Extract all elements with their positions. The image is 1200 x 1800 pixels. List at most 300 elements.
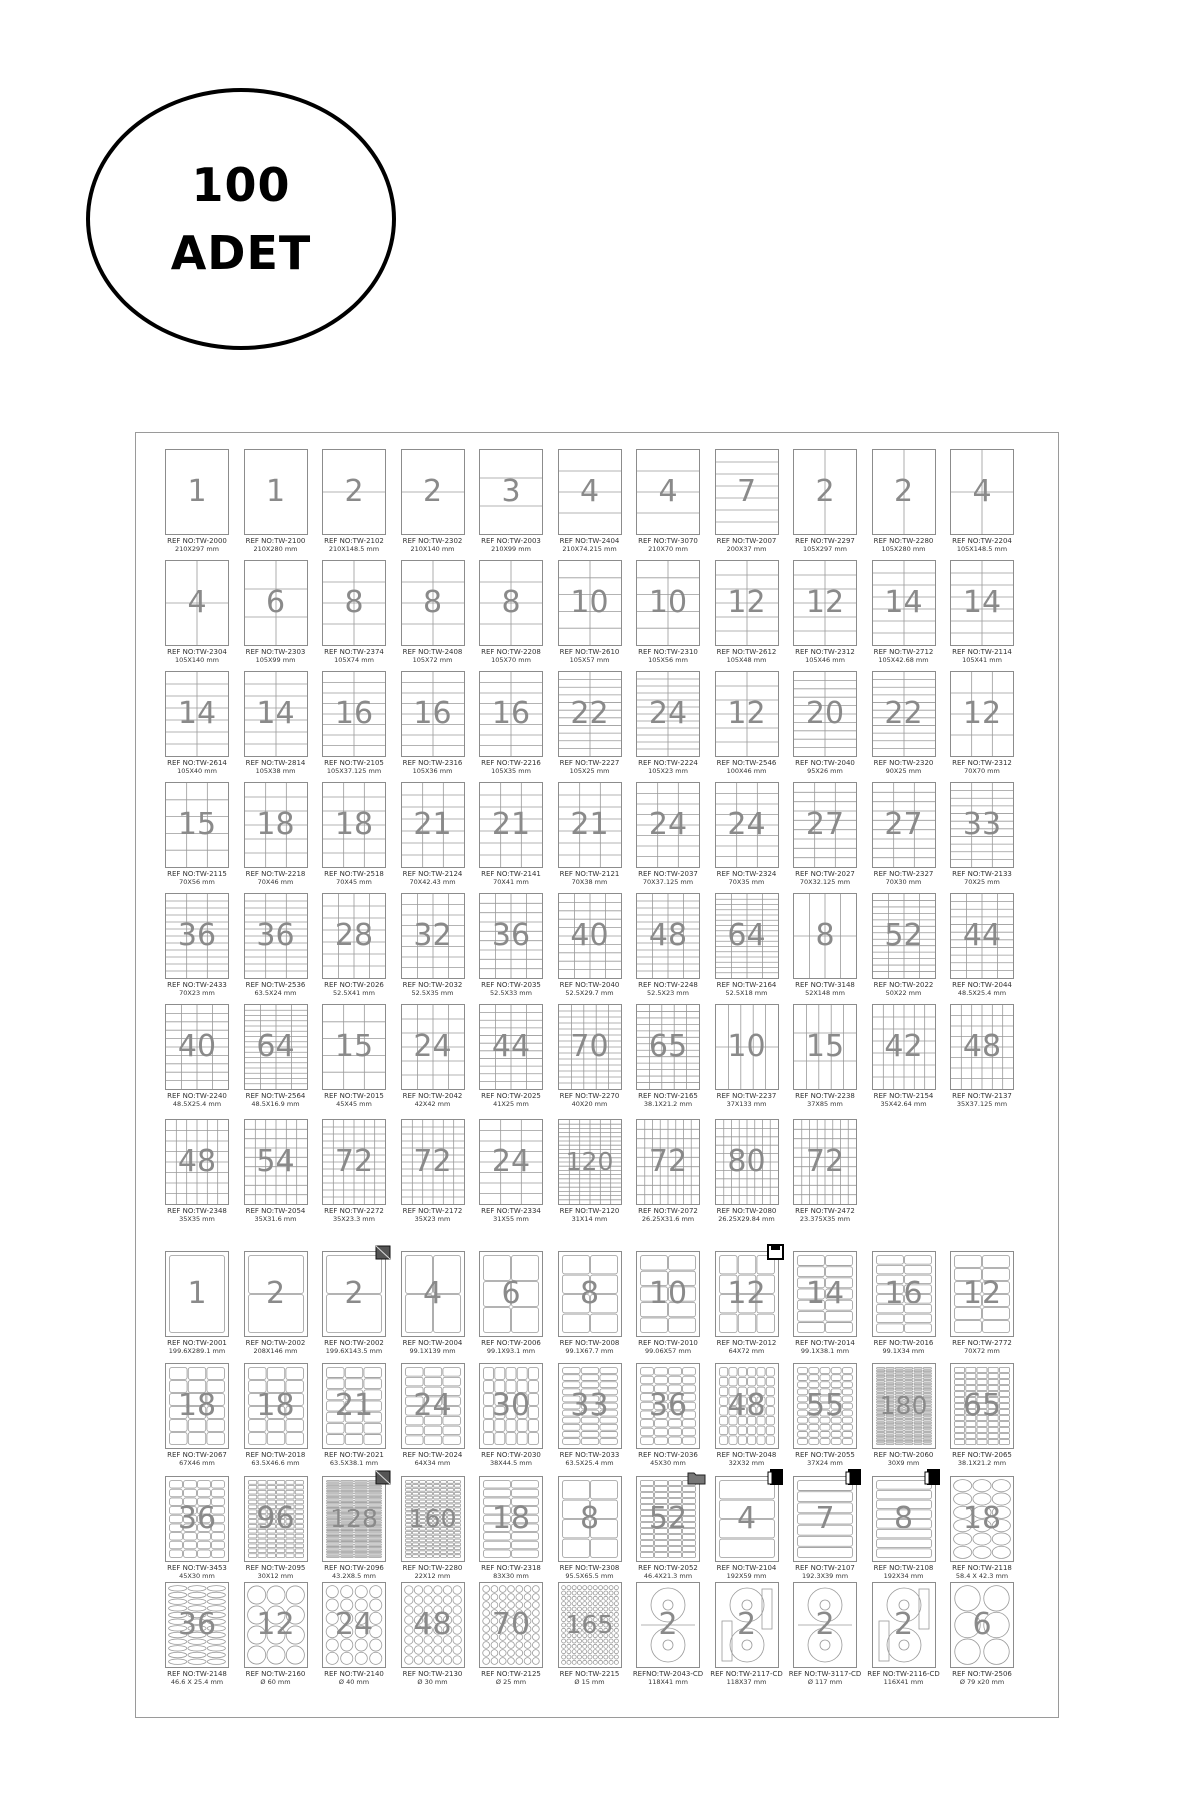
label-sheet-preview <box>401 1119 465 1205</box>
label-template-item <box>554 1580 626 1692</box>
label-template-item <box>554 1474 626 1586</box>
labels-per-sheet: 8 <box>422 585 443 620</box>
label-template-item <box>554 891 626 1003</box>
label-sheet-preview <box>244 1363 308 1449</box>
labels-per-sheet: 72 <box>413 1144 452 1179</box>
reference-number: REF NO:TW-2048 <box>716 1451 777 1459</box>
label-layout-grid <box>951 450 1013 534</box>
label-sheet-preview <box>165 1476 229 1562</box>
label-layout-grid <box>245 894 307 978</box>
labels-per-sheet: 2 <box>344 474 364 509</box>
reference-number: REF NO:TW-2324 <box>716 870 777 878</box>
label-layout-grid <box>402 894 464 978</box>
reference-number: REF NO:TW-2054 <box>245 1207 306 1215</box>
label-dimensions: 105X99 mm <box>255 656 296 664</box>
label-dimensions: 210X148.5 mm <box>328 545 380 553</box>
label-sheet-preview <box>165 1004 229 1090</box>
reference-number: REF NO:TW-2164 <box>716 981 777 989</box>
labels-per-sheet: 18 <box>491 1501 531 1536</box>
labels-per-sheet: 64 <box>256 1029 295 1064</box>
label-dimensions: 200X37 mm <box>726 545 767 553</box>
labels-per-sheet: 16 <box>334 696 374 731</box>
label-layout-grid <box>402 1252 464 1336</box>
label-template-item <box>632 669 704 781</box>
labels-per-sheet: 6 <box>501 1276 521 1311</box>
labels-per-sheet: 52 <box>648 1501 688 1536</box>
label-template-item <box>711 669 783 781</box>
reference-number: REF NO:TW-2067 <box>167 1451 227 1459</box>
label-template-item <box>240 1474 312 1586</box>
label-sheet-preview <box>479 1582 543 1668</box>
label-layout-grid <box>480 783 542 867</box>
label-sheet-preview <box>244 1582 308 1668</box>
label-sheet-preview <box>872 449 936 535</box>
labels-per-sheet: 2 <box>893 1607 914 1642</box>
label-sheet-preview <box>636 782 700 868</box>
label-layout-grid <box>716 783 778 867</box>
label-sheet-preview <box>715 1363 779 1449</box>
label-layout-grid <box>716 1005 778 1089</box>
labels-per-sheet: 44 <box>962 918 1002 953</box>
labels-per-sheet: 128 <box>330 1504 378 1533</box>
label-template-item <box>946 1580 1018 1692</box>
labels-per-sheet: 6 <box>265 585 286 620</box>
label-template-item <box>318 1117 390 1229</box>
reference-number: REF NO:TW-2008 <box>559 1339 620 1347</box>
label-template-item <box>946 1002 1018 1114</box>
label-template-item <box>868 891 940 1003</box>
reference-number: REF NO:TW-2270 <box>559 1092 620 1100</box>
label-dimensions: 42X42 mm <box>414 1100 451 1108</box>
label-template-item <box>475 780 547 892</box>
labels-per-sheet: 40 <box>177 1029 217 1064</box>
label-layout-grid <box>166 561 228 645</box>
label-sheet-preview <box>715 671 779 757</box>
reference-number: REF NO:TW-2237 <box>716 1092 777 1100</box>
reference-number: REF NO:TW-2272 <box>324 1207 384 1215</box>
label-layout-grid <box>794 450 856 534</box>
label-template-item <box>711 1249 783 1361</box>
label-template-item <box>240 1580 312 1692</box>
label-dimensions: 48.5X25.4 mm <box>172 1100 222 1108</box>
label-dimensions: 105X46 mm <box>805 656 845 664</box>
label-layout-grid <box>951 1583 1013 1667</box>
label-template-item <box>554 1117 626 1229</box>
label-dimensions: 70X72 mm <box>964 1347 1000 1355</box>
label-layout-grid <box>873 1364 935 1448</box>
label-template-item <box>161 1361 233 1473</box>
label-sheet-preview <box>322 893 386 979</box>
labels-per-sheet: 48 <box>962 1029 1002 1064</box>
label-sheet-preview <box>872 782 936 868</box>
labels-per-sheet: 2 <box>344 1276 364 1311</box>
label-sheet-preview <box>872 1363 936 1449</box>
label-sheet-preview <box>322 1582 386 1668</box>
label-layout-grid <box>716 894 778 978</box>
label-template-item <box>711 1117 783 1229</box>
label-template-item <box>397 1117 469 1229</box>
label-template-item <box>946 669 1018 781</box>
label-dimensions: 105X57 mm <box>569 656 610 664</box>
label-dimensions: 210X99 mm <box>491 545 531 553</box>
reference-number: REF NO:TW-2114 <box>952 648 1012 656</box>
reference-number: REF NO:TW-2036 <box>638 1451 698 1459</box>
labels-per-sheet: 33 <box>570 1388 609 1423</box>
label-layout-grid <box>166 894 228 978</box>
labels-per-sheet: 18 <box>334 807 374 842</box>
reference-number: REF NO:TW-2124 <box>402 870 463 878</box>
label-layout-grid <box>794 1252 856 1336</box>
labels-per-sheet: 48 <box>648 918 688 953</box>
label-dimensions: 192X34 mm <box>883 1572 924 1580</box>
label-dimensions: 22X12 mm <box>414 1572 451 1580</box>
label-template-item <box>161 1474 233 1586</box>
label-dimensions: 45X30 mm <box>650 1459 686 1467</box>
label-layout-grid <box>323 783 385 867</box>
reference-number: REF NO:TW-2052 <box>638 1564 698 1572</box>
label-sheet-preview <box>165 449 229 535</box>
label-dimensions: 67X46 mm <box>179 1459 215 1467</box>
label-dimensions: 38.1X21.2 mm <box>957 1459 1007 1467</box>
label-dimensions: 70X38 mm <box>571 878 608 886</box>
labels-per-sheet: 8 <box>579 1276 600 1311</box>
label-layout-grid <box>559 1252 621 1336</box>
label-sheet-preview <box>793 1004 857 1090</box>
box-icon <box>372 1243 392 1261</box>
quantity-badge <box>86 88 396 350</box>
labels-per-sheet: 22 <box>570 696 609 731</box>
labels-per-sheet: 8 <box>893 1501 914 1536</box>
label-layout-grid <box>951 1005 1013 1089</box>
label-sheet-preview <box>558 1004 622 1090</box>
label-template-item <box>397 447 469 559</box>
reference-number: REF NO:TW-2055 <box>795 1451 855 1459</box>
label-dimensions: Ø 25 mm <box>495 1678 527 1686</box>
label-layout-grid <box>559 1477 621 1561</box>
labels-per-sheet: 24 <box>334 1607 374 1642</box>
reference-number: REF NO:TW-2096 <box>324 1564 384 1572</box>
label-template-item <box>711 1361 783 1473</box>
labels-per-sheet: 160 <box>408 1504 457 1533</box>
reference-number: REF NO:TW-3117-CD <box>788 1670 862 1678</box>
label-dimensions: 105X25 mm <box>569 767 610 775</box>
labels-per-sheet: 21 <box>491 807 531 842</box>
labels-per-sheet: 8 <box>344 585 364 620</box>
label-layout-grid <box>245 1120 307 1204</box>
label-layout-grid <box>480 672 542 756</box>
reference-number: REF NO:TW-2248 <box>638 981 698 989</box>
label-dimensions: 52.5X29.7 mm <box>565 989 614 997</box>
labels-per-sheet: 52 <box>884 918 923 953</box>
reference-number: REF NO:TW-2025 <box>481 1092 541 1100</box>
labels-per-sheet: 18 <box>962 1501 1002 1536</box>
label-template-item <box>554 1002 626 1114</box>
labels-per-sheet: 24 <box>491 1144 531 1179</box>
labels-per-sheet: 1 <box>187 1276 207 1311</box>
label-template-item <box>632 1580 704 1692</box>
label-sheet-preview <box>165 782 229 868</box>
label-template-item <box>868 447 940 559</box>
label-layout-grid <box>716 672 778 756</box>
label-sheet-preview <box>793 893 857 979</box>
label-template-item <box>789 669 861 781</box>
label-template-item <box>318 1580 390 1692</box>
label-layout-grid <box>245 1477 307 1561</box>
label-sheet-preview <box>793 782 857 868</box>
labels-per-sheet: 4 <box>736 1501 757 1536</box>
label-sheet-preview <box>479 782 543 868</box>
label-template-item <box>397 558 469 670</box>
reference-number: REF NO:TW-2108 <box>873 1564 934 1572</box>
reference-number: REF NO:TW-2060 <box>873 1451 934 1459</box>
labels-per-sheet: 80 <box>727 1144 766 1179</box>
label-sheet-preview <box>872 1004 936 1090</box>
labels-per-sheet: 2 <box>815 474 835 509</box>
label-sheet-preview <box>636 893 700 979</box>
labels-per-sheet: 72 <box>648 1144 688 1179</box>
reference-number: REF NO:TW-2227 <box>559 759 620 767</box>
label-sheet-preview <box>479 1363 543 1449</box>
label-sheet-preview <box>715 1119 779 1205</box>
label-dimensions: 210X74.215 mm <box>562 545 617 553</box>
reference-number: REF NO:TW-2238 <box>795 1092 855 1100</box>
label-catalog-sheet <box>135 432 1059 1718</box>
label-layout-grid <box>480 894 542 978</box>
label-dimensions: 95.5X65.5 mm <box>565 1572 614 1580</box>
label-template-item <box>868 1474 940 1586</box>
label-template-item <box>711 1580 783 1692</box>
label-sheet-preview <box>165 1119 229 1205</box>
labels-per-sheet: 2 <box>422 474 443 509</box>
reference-number: REF NO:TW-2104 <box>716 1564 777 1572</box>
reference-number: REF NO:TW-2015 <box>324 1092 384 1100</box>
label-dimensions: 90X25 mm <box>885 767 922 775</box>
label-template-item <box>475 669 547 781</box>
label-layout-grid <box>245 450 307 534</box>
label-layout-grid <box>951 1477 1013 1561</box>
label-layout-grid <box>245 672 307 756</box>
label-sheet-preview <box>558 1119 622 1205</box>
label-sheet-preview <box>558 1363 622 1449</box>
label-dimensions: 46.4X21.3 mm <box>643 1572 693 1580</box>
labels-per-sheet: 65 <box>648 1029 688 1064</box>
label-dimensions: 43.2X8.5 mm <box>332 1572 376 1580</box>
label-layout-grid <box>716 1364 778 1448</box>
label-dimensions: 70X41 mm <box>493 878 529 886</box>
label-layout-grid <box>794 1005 856 1089</box>
label-sheet-preview <box>479 1251 543 1337</box>
label-sheet-preview <box>401 782 465 868</box>
label-dimensions: 37X24 mm <box>807 1459 843 1467</box>
label-layout-grid <box>402 1364 464 1448</box>
reference-number: REF NO:TW-2115 <box>167 870 227 878</box>
label-sheet-preview <box>322 1476 386 1562</box>
label-sheet-preview <box>558 1582 622 1668</box>
reference-number: REF NO:TW-2014 <box>795 1339 855 1347</box>
label-sheet-preview <box>950 560 1014 646</box>
reference-number: REF NO:TW-2102 <box>324 537 384 545</box>
label-layout-grid <box>402 1583 464 1667</box>
label-template-item <box>554 447 626 559</box>
label-sheet-preview <box>950 782 1014 868</box>
label-dimensions: 105X48 mm <box>726 656 767 664</box>
label-dimensions: 70X23 mm <box>179 989 215 997</box>
label-dimensions: 37X85 mm <box>807 1100 843 1108</box>
labels-per-sheet: 180 <box>879 1391 928 1420</box>
label-layout-grid <box>402 1005 464 1089</box>
label-layout-grid <box>794 1583 856 1667</box>
label-dimensions: 208X146 mm <box>253 1347 298 1355</box>
reference-number: REF NO:TW-2007 <box>716 537 777 545</box>
label-sheet-preview <box>872 1251 936 1337</box>
label-template-item <box>789 1002 861 1114</box>
label-dimensions: 105X280 mm <box>881 545 926 553</box>
reference-number: REF NO:TW-2117-CD <box>710 1670 783 1678</box>
label-template-item <box>554 780 626 892</box>
label-template-item <box>554 1249 626 1361</box>
labels-per-sheet: 2 <box>893 474 914 509</box>
label-template-item <box>789 1117 861 1229</box>
label-sheet-preview <box>244 782 308 868</box>
label-template-item <box>318 1249 390 1361</box>
label-dimensions: 70X56 mm <box>179 878 215 886</box>
reference-number: REF NO:TW-2302 <box>402 537 463 545</box>
label-layout-grid <box>480 1120 542 1204</box>
label-template-item <box>475 447 547 559</box>
reference-number: REF NO:TW-2001 <box>167 1339 227 1347</box>
reference-number: REF NO:TW-2280 <box>873 537 934 545</box>
label-layout-grid <box>559 1005 621 1089</box>
reference-number: REF NO:TW-2040 <box>559 981 620 989</box>
label-dimensions: 37X133 mm <box>726 1100 767 1108</box>
label-sheet-preview <box>401 1363 465 1449</box>
label-layout-grid <box>559 783 621 867</box>
label-template-item <box>318 669 390 781</box>
label-sheet-preview <box>793 449 857 535</box>
reference-number: REF NO:TW-2118 <box>952 1564 1012 1572</box>
label-layout-grid <box>323 672 385 756</box>
label-template-item <box>161 558 233 670</box>
reference-number: REF NO:TW-2216 <box>481 759 541 767</box>
label-layout-grid <box>873 672 935 756</box>
label-sheet-preview <box>793 1582 857 1668</box>
label-dimensions: 38X44.5 mm <box>490 1459 532 1467</box>
reference-number: REF NO:TW-2027 <box>795 870 855 878</box>
box-icon <box>372 1468 392 1486</box>
label-layout-grid <box>873 1252 935 1336</box>
reference-number: REF NO:TW-2303 <box>245 648 306 656</box>
label-template-item <box>318 1002 390 1114</box>
label-dimensions: 63.5X46.6 mm <box>251 1459 300 1467</box>
disk-icon <box>765 1243 785 1261</box>
reference-number: REF NO:TW-2208 <box>481 648 541 656</box>
reference-number: REF NO:TW-2000 <box>167 537 227 545</box>
reference-number: REF NO:TW-2546 <box>716 759 777 767</box>
label-layout-grid <box>873 783 935 867</box>
label-dimensions: 99.1X38.1 mm <box>800 1347 850 1355</box>
reference-number: REF NO:TW-2172 <box>402 1207 463 1215</box>
reference-number: REF NO:TW-2018 <box>245 1451 306 1459</box>
label-dimensions: Ø 40 mm <box>338 1678 370 1686</box>
label-layout-grid <box>166 1477 228 1561</box>
labels-per-sheet: 15 <box>805 1029 845 1064</box>
labels-per-sheet: 72 <box>334 1144 374 1179</box>
label-dimensions: 52.5X18 mm <box>725 989 768 997</box>
label-template-item <box>161 1117 233 1229</box>
label-template-item <box>475 1002 547 1114</box>
reference-number: REF NO:TW-2297 <box>795 537 855 545</box>
reference-number: REF NO:TW-2042 <box>402 1092 463 1100</box>
reference-number: REF NO:TW-2224 <box>638 759 698 767</box>
quantity-unit: ADET <box>170 226 312 280</box>
labels-per-sheet: 14 <box>177 696 217 731</box>
label-dimensions: 199.6X289.1 mm <box>168 1347 226 1355</box>
label-template-item <box>946 1249 1018 1361</box>
label-layout-grid <box>480 1477 542 1561</box>
labels-per-sheet: 48 <box>177 1144 217 1179</box>
label-layout-grid <box>637 561 699 645</box>
label-dimensions: 26.25X31.6 mm <box>641 1215 695 1223</box>
label-layout-grid <box>323 1120 385 1204</box>
label-layout-grid <box>637 1120 699 1204</box>
label-sheet-preview <box>479 1004 543 1090</box>
label-dimensions: 46.6 X 25.4 mm <box>170 1678 224 1686</box>
label-template-item <box>789 558 861 670</box>
label-sheet-preview <box>636 671 700 757</box>
label-template-item <box>789 1580 861 1692</box>
reference-number: REF NO:TW-2012 <box>716 1339 777 1347</box>
label-sheet-preview <box>793 560 857 646</box>
labels-per-sheet: 4 <box>972 474 992 509</box>
reference-number: REF NO:TW-2125 <box>481 1670 541 1678</box>
label-layout-grid <box>716 450 778 534</box>
label-sheet-preview <box>322 1119 386 1205</box>
reference-number: REF NO:TW-2026 <box>324 981 384 989</box>
reference-number: REF NO:TW-2105 <box>324 759 384 767</box>
label-sheet-preview <box>950 1582 1014 1668</box>
labels-per-sheet: 20 <box>805 696 845 731</box>
label-template-item <box>946 558 1018 670</box>
label-template-item <box>318 1361 390 1473</box>
labels-per-sheet: 2 <box>265 1276 286 1311</box>
label-template-item <box>397 1002 469 1114</box>
reference-number: REF NO:TW-2472 <box>795 1207 855 1215</box>
label-layout-grid <box>716 561 778 645</box>
label-dimensions: 35X42.64 mm <box>880 1100 927 1108</box>
label-sheet-preview <box>793 1363 857 1449</box>
label-dimensions: Ø 30 mm <box>417 1678 448 1686</box>
reference-number: REF NO:TW-2612 <box>716 648 777 656</box>
label-layout-grid <box>480 1252 542 1336</box>
reference-number: REF NO:TW-2518 <box>324 870 384 878</box>
label-sheet-preview <box>244 560 308 646</box>
label-dimensions: Ø 15 mm <box>574 1678 605 1686</box>
labels-per-sheet: 3 <box>501 474 521 509</box>
reference-number: REF NO:TW-2003 <box>481 537 541 545</box>
labels-per-sheet: 2 <box>658 1607 678 1642</box>
label-sheet-preview <box>165 671 229 757</box>
label-dimensions: 95X26 mm <box>807 767 843 775</box>
label-template-item <box>632 1361 704 1473</box>
labels-per-sheet: 4 <box>187 585 207 620</box>
binder-icon <box>765 1468 785 1486</box>
reference-number: REF NO:TW-3148 <box>795 981 855 989</box>
label-dimensions: 52X148 mm <box>805 989 845 997</box>
label-template-item <box>240 447 312 559</box>
label-sheet-preview <box>558 1251 622 1337</box>
reference-number: REF NO:TW-2408 <box>402 648 463 656</box>
label-dimensions: 50X22 mm <box>885 989 922 997</box>
